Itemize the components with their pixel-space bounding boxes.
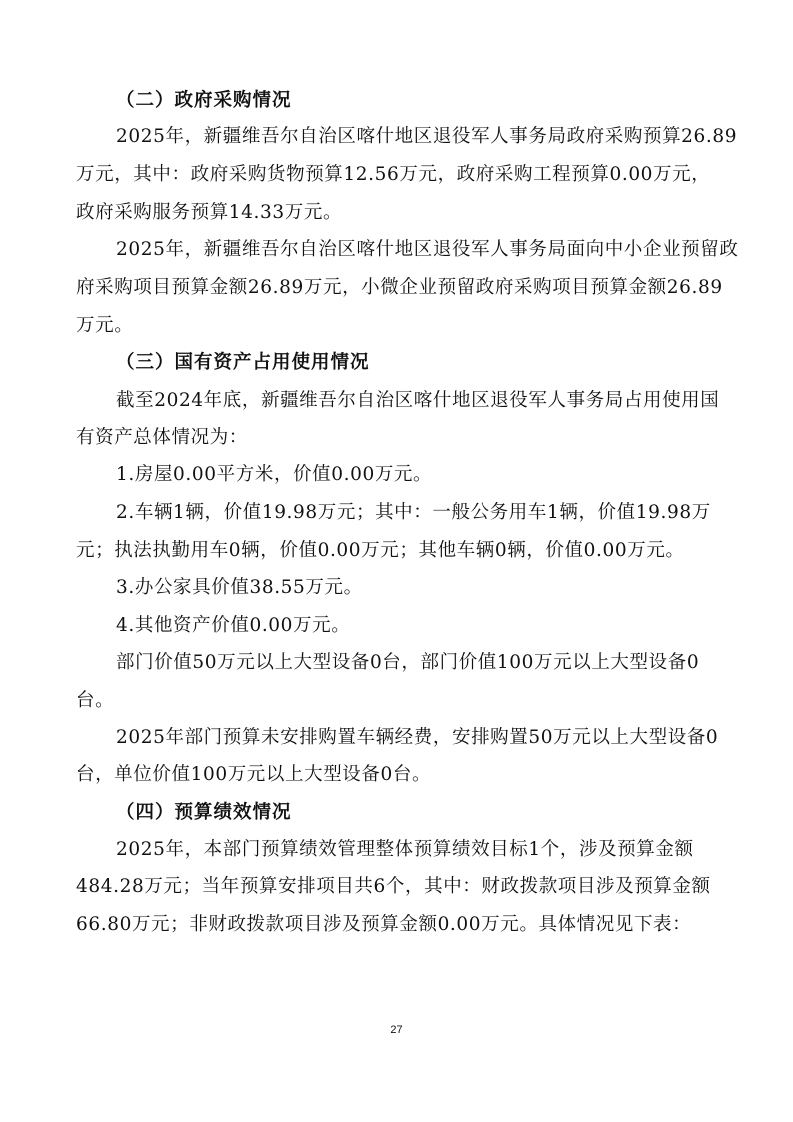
list-item: 4.其他资产价值0.00万元。 xyxy=(116,615,351,636)
paragraph-line: 2025年，新疆维吾尔自治区喀什地区退役军人事务局面向中小企业预留政 xyxy=(116,239,739,260)
paragraph-line: 2025年，新疆维吾尔自治区喀什地区退役军人事务局政府采购预算26.89 xyxy=(116,126,738,147)
paragraph-line: 2025年部门预算未安排购置车辆经费，安排购置50万元以上大型设备0 xyxy=(116,727,719,748)
paragraph-line: 政府采购服务预算14.33万元。 xyxy=(76,202,343,223)
paragraph-line: 府采购项目预算金额26.89万元，小微企业预留政府采购项目预算金额26.89 xyxy=(76,277,723,298)
paragraph-line: 2025年，本部门预算绩效管理整体预算绩效目标1个，涉及预算金额 xyxy=(116,839,694,860)
paragraph-line: 66.80万元；非财政拨款项目涉及预算金额0.00万元。具体情况见下表： xyxy=(76,914,692,935)
paragraph-line: 元；执法执勤用车0辆，价值0.00万元；其他车辆0辆，价值0.00万元。 xyxy=(76,540,685,561)
paragraph-line: 截至2024年底，新疆维吾尔自治区喀什地区退役军人事务局占用使用国 xyxy=(116,390,720,411)
section-heading-performance: （四）预算绩效情况 xyxy=(116,802,292,823)
section-heading-procurement: （二）政府采购情况 xyxy=(116,90,292,111)
paragraph-line: 万元。 xyxy=(76,315,134,336)
paragraph-line: 台。 xyxy=(76,690,115,711)
paragraph-line: 万元，其中：政府采购货物预算12.56万元，政府采购工程预算0.00万元， xyxy=(76,164,711,185)
paragraph-line: 有资产总体情况为： xyxy=(76,427,248,448)
list-item: 2.车辆1辆，价值19.98万元；其中：一般公务用车1辆，价值19.98万 xyxy=(116,502,711,523)
paragraph-line: 台，单位价值100万元以上大型设备0台。 xyxy=(76,764,432,785)
page-number: 27 xyxy=(390,1024,403,1036)
paragraph-line: 484.28万元；当年预算安排项目共6个，其中：财政拨款项目涉及预算金额 xyxy=(76,876,711,897)
section-heading-assets: （三）国有资产占用使用情况 xyxy=(116,352,370,373)
list-item: 1.房屋0.00平方米，价值0.00万元。 xyxy=(116,464,433,485)
list-item: 3.办公家具价值38.55万元。 xyxy=(116,577,363,598)
paragraph-line: 部门价值50万元以上大型设备0台，部门价值100万元以上大型设备0 xyxy=(116,652,700,673)
